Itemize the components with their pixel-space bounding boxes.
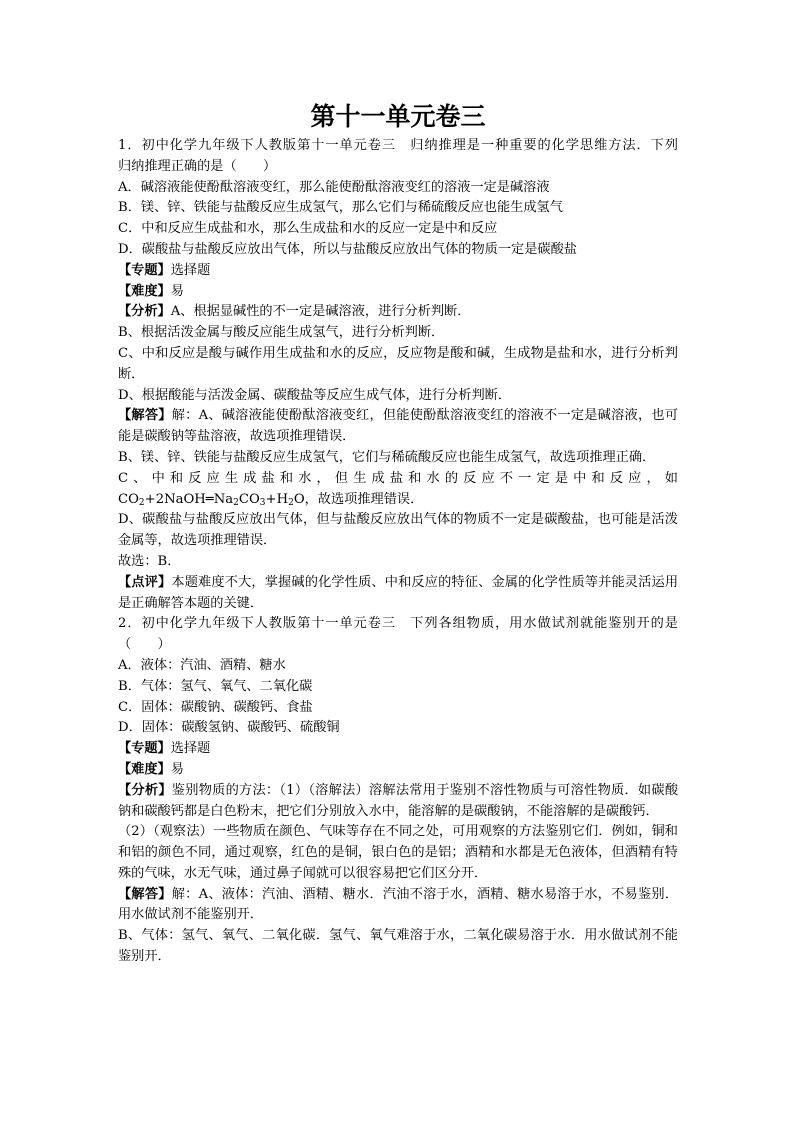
formula-part: CO <box>118 491 139 507</box>
page-title: 第十一单元卷三 <box>310 102 486 131</box>
q1-answer-d: D、碳酸盐与盐酸反应放出气体，但与盐酸反应放出气体的物质不一定是碳酸盐，也可能是活泼金属等，故选项推理错误． <box>118 512 678 549</box>
q1-analysis-a <box>118 302 678 323</box>
formula-part: +H <box>265 491 289 507</box>
difficulty-tag: 【难度】 <box>118 283 171 299</box>
analysis-text: 鉴别物质的方法：（1）（溶解法）溶解法常用于鉴别不溶性物质与可溶性物质．如碳酸钠和碳酸钙都是白色粉末，把它们分别放入水中，能溶解的是碳酸钠，不能溶解的是碳酸钙． <box>118 782 679 819</box>
q2-option-b: B．气体：氢气、氧气、二氧化碳 <box>118 678 313 694</box>
q1-answer-c-line2 <box>118 490 678 511</box>
q1-answer-b: B、镁、锌、铁能与盐酸反应生成氢气，它们与稀硫酸反应也能生成氢气，故选项推理正确． <box>118 449 656 465</box>
comment-text: 本题难度不大，掌握碱的化学性质、中和反应的特征、金属的化学性质等并能灵活运用是正确解答本题的关键． <box>118 574 679 611</box>
q2-analysis-2: （2）（观察法）一些物质在颜色、气味等存在不同之处，可用观察的方法鉴别它们．例如，铜和和铝的颜色不同，通过观察，红色的是铜，银白色的是铝；酒精和水都是无色液体，但酒精有特殊的气味，水无气味，通过鼻子闻就可以很容易把它们区分开． <box>118 824 678 881</box>
difficulty-tag: 【难度】 <box>118 761 171 777</box>
q1-analysis-d: D、根据酸能与活泼金属、碳酸盐等反应生成气体，进行分析判断． <box>118 387 512 403</box>
document-page <box>118 96 678 968</box>
answer-tag: 【解答】 <box>118 886 172 902</box>
q1-choice: 故选：B． <box>118 553 181 569</box>
answer-text: 解：A、液体：汽油、酒精、糖水．汽油不溶于水，酒精、糖水易溶于水，不易鉴别．用水做试剂不能鉴别开． <box>118 886 679 923</box>
formula-part: +2NaOH═Na <box>144 491 234 507</box>
formula-subscript: 2 <box>233 497 239 508</box>
q2-option-c: C．固体：碳酸钠、碳酸钙、食盐 <box>118 699 313 715</box>
topic-value: 选择题 <box>170 262 211 278</box>
difficulty-value: 易 <box>170 761 184 777</box>
q2-answer-a <box>118 885 678 927</box>
q2-difficulty <box>118 760 678 781</box>
analysis-tag: 【分析】 <box>118 304 171 320</box>
q1-option-d: D．碳酸盐与盐酸反应放出气体，所以与盐酸反应放出气体的物质一定是碳酸盐 <box>118 241 577 257</box>
q1-difficulty <box>118 282 678 303</box>
topic-tag: 【专题】 <box>118 741 171 757</box>
q2-stem-line2: （ ） <box>118 637 171 653</box>
topic-value: 选择题 <box>170 741 211 757</box>
analysis-tag: 【分析】 <box>118 782 172 798</box>
formula-subscript: 3 <box>259 497 266 508</box>
formula-part: O，故选项推理错误． <box>293 491 424 507</box>
answer-tag: 【解答】 <box>118 408 172 424</box>
q1-topic <box>118 261 678 282</box>
q1-analysis-b: B、根据活泼金属与酸反应能生成氢气，进行分析判断． <box>118 325 445 341</box>
q2-option-d: D．固体：碳酸氢钠、碳酸钙、硫酸铜 <box>118 720 340 736</box>
q1-stem-line2: 归纳推理正确的是（ ） <box>118 158 277 174</box>
difficulty-value: 易 <box>170 283 184 299</box>
topic-tag: 【专题】 <box>118 262 171 278</box>
q1-option-c: C．中和反应生成盐和水，那么生成盐和水的反应一定是中和反应 <box>118 221 498 237</box>
q2-option-a: A．液体：汽油、酒精、糖水 <box>118 657 286 673</box>
answer-text: 解：A、碱溶液能使酚酞溶液变红，但能使酚酞溶液变红的溶液不一定是碱溶液，也可能是碳酸钠等盐溶液，故选项推理错误． <box>118 408 679 445</box>
q1-stem-line1: 1．初中化学九年级下人教版第十一单元卷三 归纳推理是一种重要的化学思维方法．下列 <box>118 138 678 153</box>
formula-subscript: 2 <box>288 497 294 508</box>
q2-topic <box>118 739 678 760</box>
q1-analysis-c: C、中和反应是酸与碱作用生成盐和水的反应，反应物是酸和碱，生成物是盐和水，进行分析判断． <box>118 345 678 382</box>
q2-answer-b: B、气体：氢气、氧气、二氧化碳．氢气、氧气难溶于水，二氧化碳易溶于水．用水做试剂不能鉴别开． <box>118 928 678 965</box>
q1-answer-a <box>118 406 678 448</box>
q1-option-a: A．碱溶液能使酚酞溶液变红，那么能使酚酞溶液变红的溶液一定是碱溶液 <box>118 179 550 195</box>
q1-answer-c-line1: C、中和反应生成盐和水，但生成盐和水的反应不一定是中和反应，如 <box>118 470 678 486</box>
comment-tag: 【点评】 <box>118 574 172 590</box>
q2-analysis-1 <box>118 781 678 823</box>
q1-option-b: B．镁、锌、铁能与盐酸反应生成氢气，那么它们与稀硫酸反应也能生成氢气 <box>118 200 563 216</box>
formula-part: CO <box>238 491 260 507</box>
analysis-text: A、根据显碱性的不一定是碱溶液，进行分析判断． <box>170 304 471 320</box>
formula-subscript: 2 <box>138 497 145 508</box>
q2-stem-line1: 2．初中化学九年级下人教版第十一单元卷三 下列各组物质，用水做试剂就能鉴别开的是 <box>118 616 678 632</box>
q1-comment <box>118 573 678 615</box>
